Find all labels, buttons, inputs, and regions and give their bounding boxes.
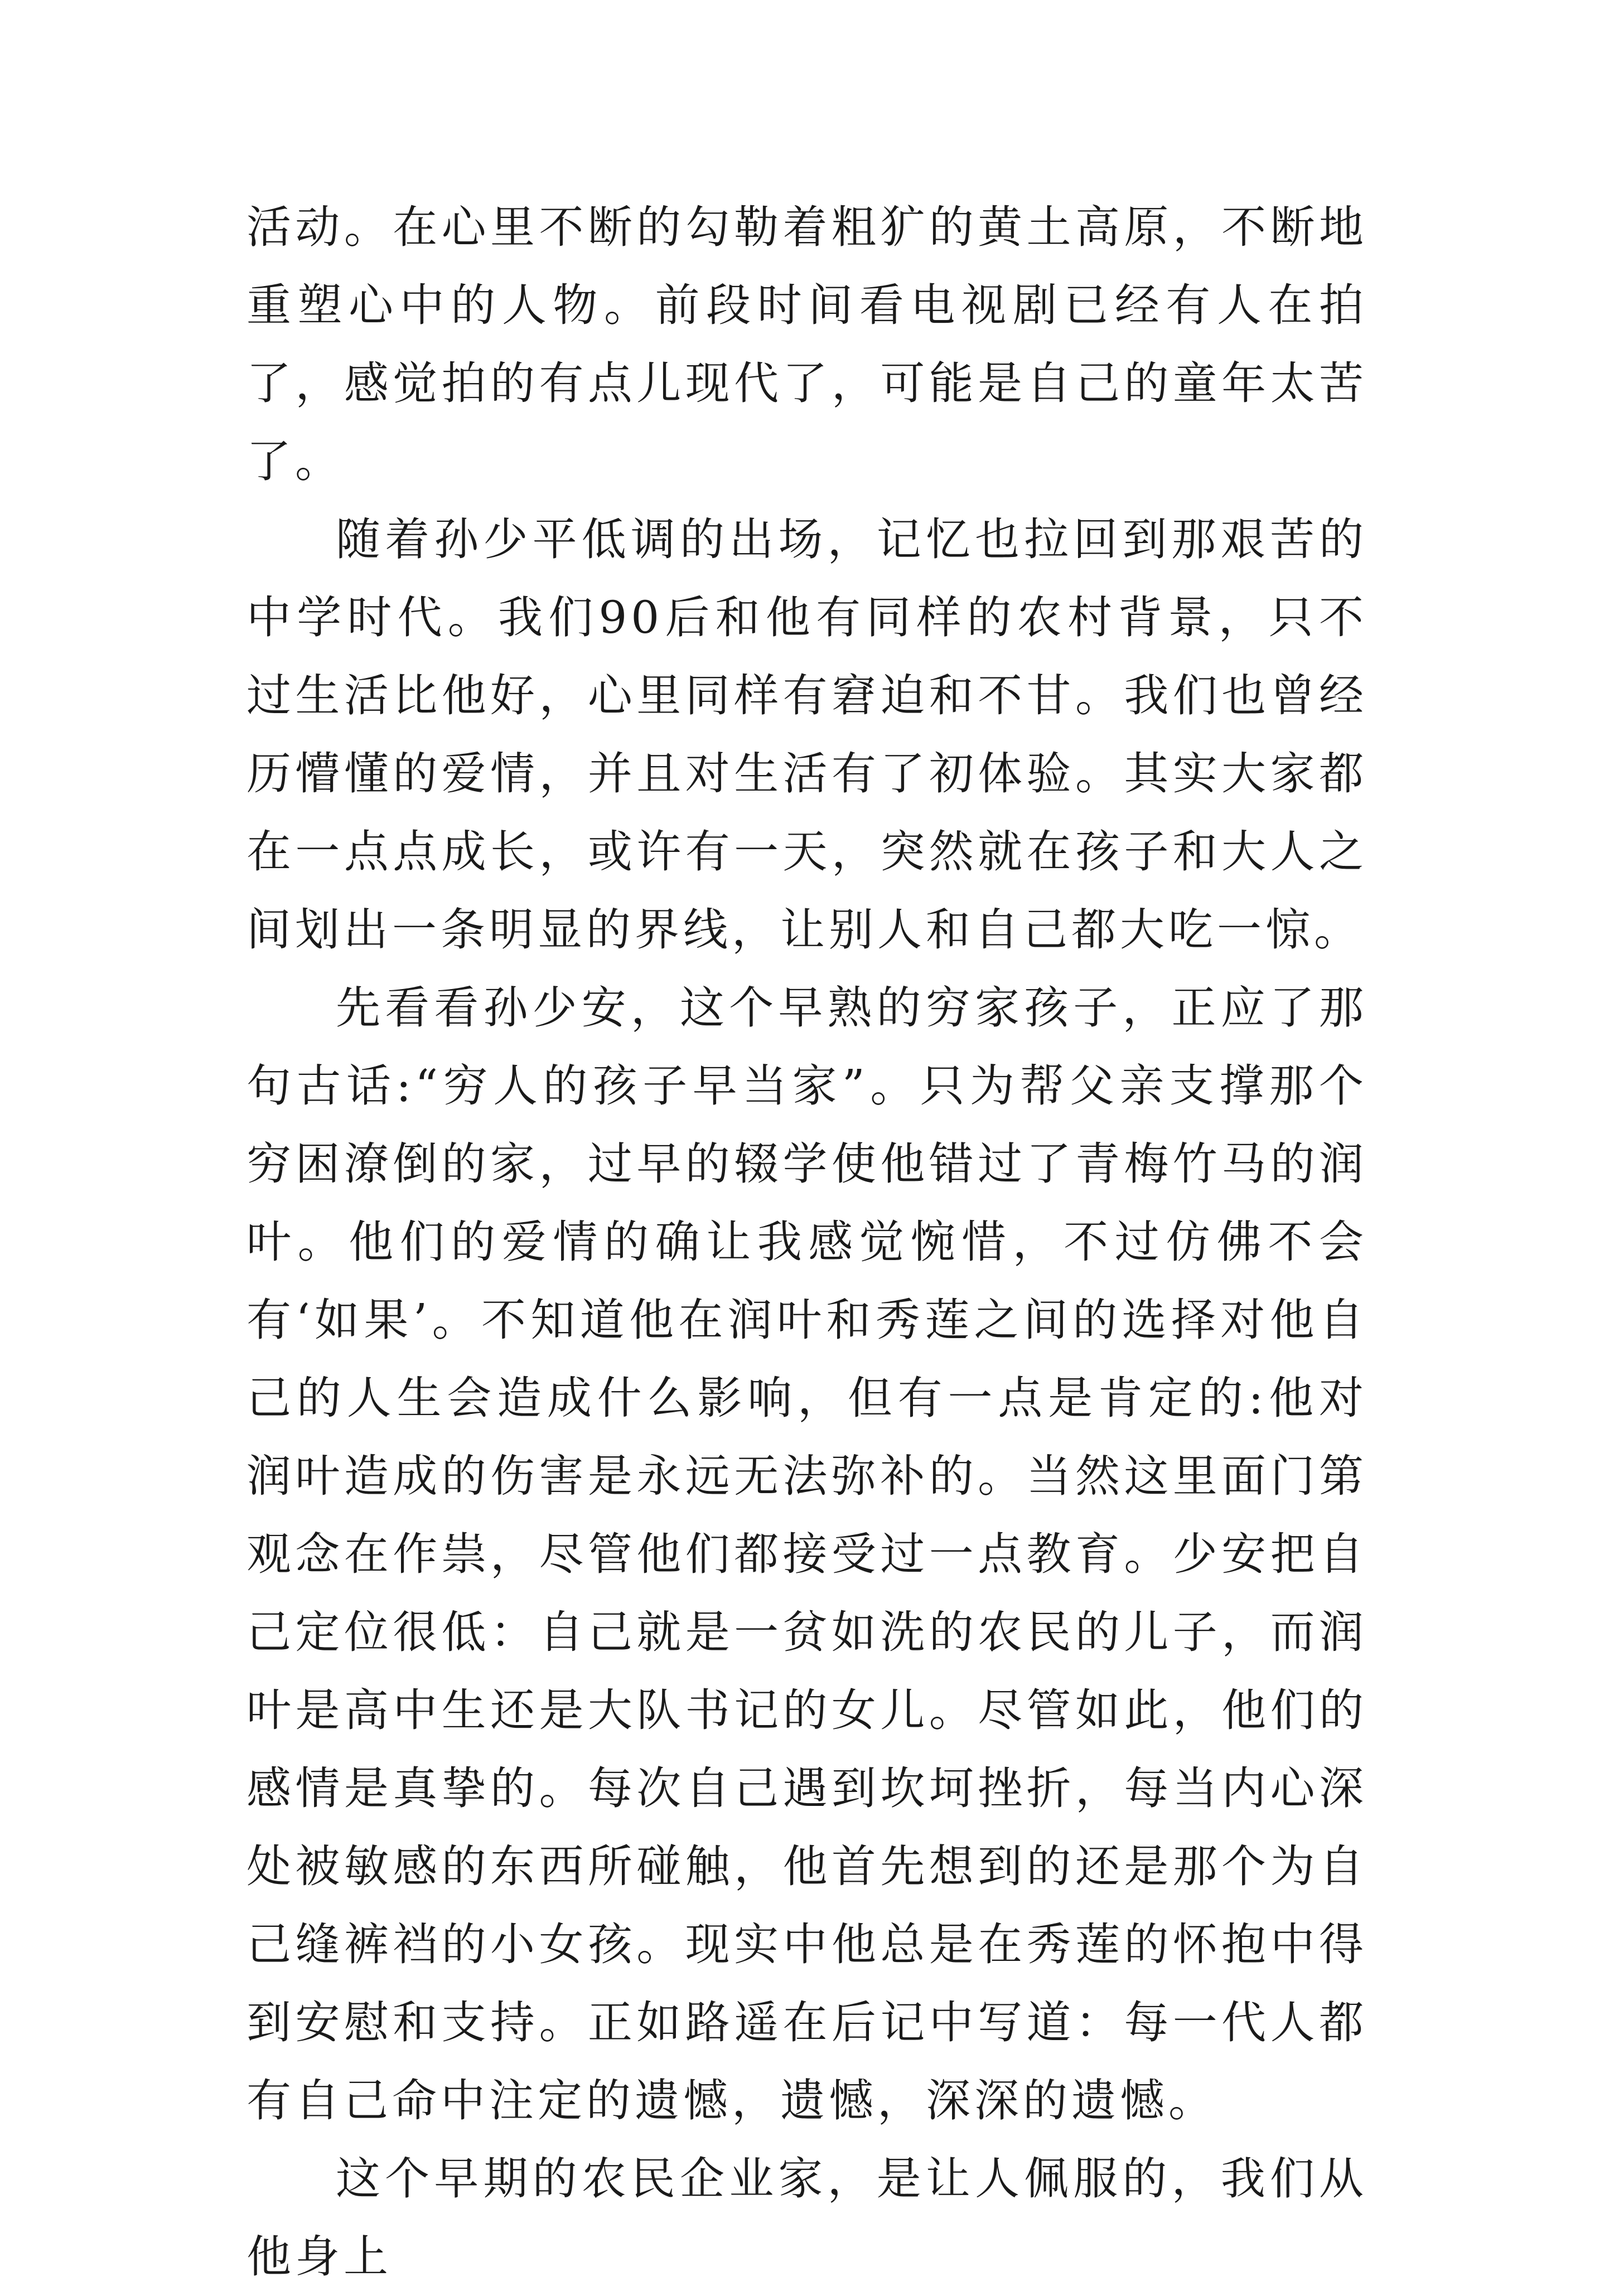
paragraph-continuation: 活动。在心里不断的勾勒着粗犷的黄土高原，不断地重塑心中的人物。前段时间看电视剧已经有人在拍了，感觉拍的有点儿现代了，可能是自己的童年太苦了。 [247, 201, 1367, 487]
paragraph-middle-school-memory: 随着孙少平低调的出场，记忆也拉回到那艰苦的中学时代。我们90后和他有同样的农村背景，只不过生活比他好，心里同样有窘迫和不甘。我们也曾经历懵懂的爱情，并且对生活有了初体验。其实大家都在一点点成长，或许有一天，突然就在孩子和大人之间划出一条明显的界线，让别人和自己都大吃一惊。 [247, 514, 1367, 956]
paragraph-entrepreneur: 这个早期的农民企业家，是让人佩服的，我们从他身上 [247, 2153, 1367, 2283]
paragraph-sun-shaoan: 先看看孙少安，这个早熟的穷家孩子，正应了那句古话:“穷人的孩子早当家”。只为帮父亲支撑那个穷困潦倒的家，过早的辍学使他错过了青梅竹马的润叶。他们的爱情的确让我感觉惋惜，不过仿佛不会有‘如果’。不知道他在润叶和秀莲之间的选择对他自己的人生会造成什么影响，但有一点是肯定的:他对润叶造成的伤害是永远无法弥补的。当然这里面门第观念在作祟，尽管他们都接受过一点教育。少安把自己定位很低：自己就是一贫如洗的农民的儿子，而润叶是高中生还是大队书记的女儿。尽管如此，他们的感情是真挚的。每次自己遇到坎坷挫折，每当内心深处被敏感的东西所碰触，他首先想到的还是那个为自己缝裤裆的小女孩。现实中他总是在秀莲的怀抱中得到安慰和支持。正如路遥在后记中写道：每一代人都有自己命中注定的遗憾，遗憾，深深的遗憾。 [247, 982, 1367, 2127]
document-body [247, 188, 1367, 2296]
